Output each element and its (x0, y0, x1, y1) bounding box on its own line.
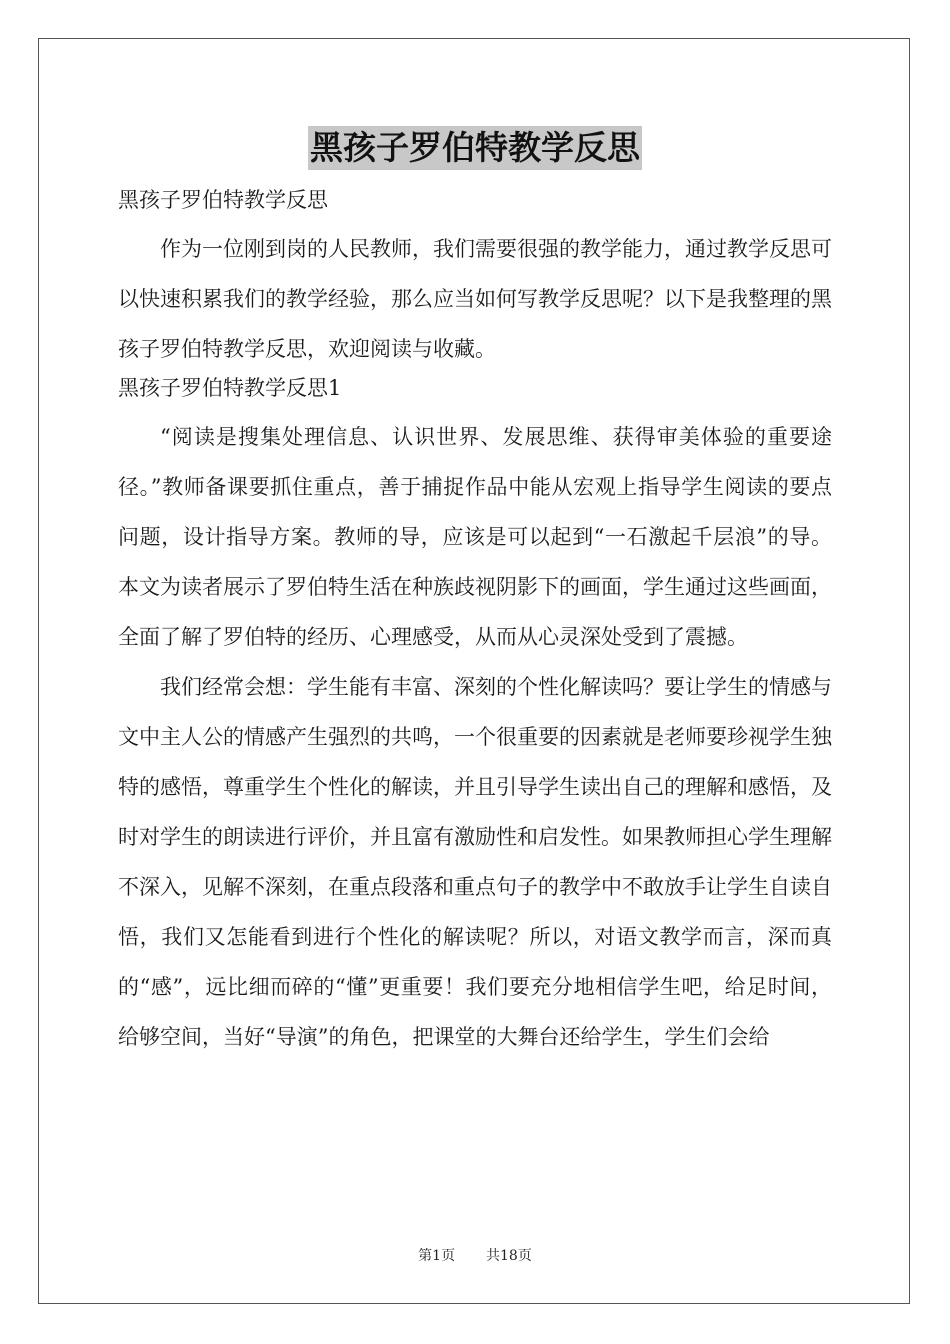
page-number: 第1页 (418, 1248, 456, 1264)
document-title: 黑孩子罗伯特教学反思 (308, 126, 642, 170)
page-footer (0, 1246, 950, 1266)
page-total: 共18页 (486, 1248, 532, 1264)
intro-paragraph: 作为一位刚到岗的人民教师，我们需要很强的教学能力，通过教学反思可以快速积累我们的教学经验，那么应当如何写教学反思呢？以下是我整理的黑孩子罗伯特教学反思，欢迎阅读与收藏。 (118, 237, 832, 361)
body-paragraph-2: 我们经常会想：学生能有丰富、深刻的个性化解读吗？要让学生的情感与文中主人公的情感产生强烈的共鸣，一个很重要的因素就是老师要珍视学生独特的感悟，尊重学生个性化的解读，并且引导学生读出自己的理解和感悟，及时对学生的朗读进行评价，并且富有激励性和启发性。如果教师担心学生理解不深入，见解不深刻，在重点段落和重点句子的教学中不敢放手让学生自读自悟，我们又怎能看到进行个性化的解读呢？所以，对语文教学而言，深而真的“感”，远比细而碎的“懂”更重要！我们要充分地相信学生吧，给足时间，给够空间，当好“导演”的角色，把课堂的大舞台还给学生，学生们会给 (118, 675, 832, 1049)
document-subtitle: 黑孩子罗伯特教学反思 (118, 188, 328, 212)
section-heading: 黑孩子罗伯特教学反思1 (118, 376, 342, 400)
document-body (118, 182, 832, 1062)
body-paragraph-1: “阅读是搜集处理信息、认识世界、发展思维、获得审美体验的重要途径。”教师备课要抓住重点，善于捕捉作品中能从宏观上指导学生阅读的要点问题，设计指导方案。教师的导，应该是可以起到“一石激起千层浪”的导。本文为读者展示了罗伯特生活在种族歧视阴影下的画面，学生通过这些画面，全面了解了罗伯特的经历、心理感受，从而从心灵深处受到了震撼。 (118, 425, 832, 649)
title-container (0, 126, 950, 170)
